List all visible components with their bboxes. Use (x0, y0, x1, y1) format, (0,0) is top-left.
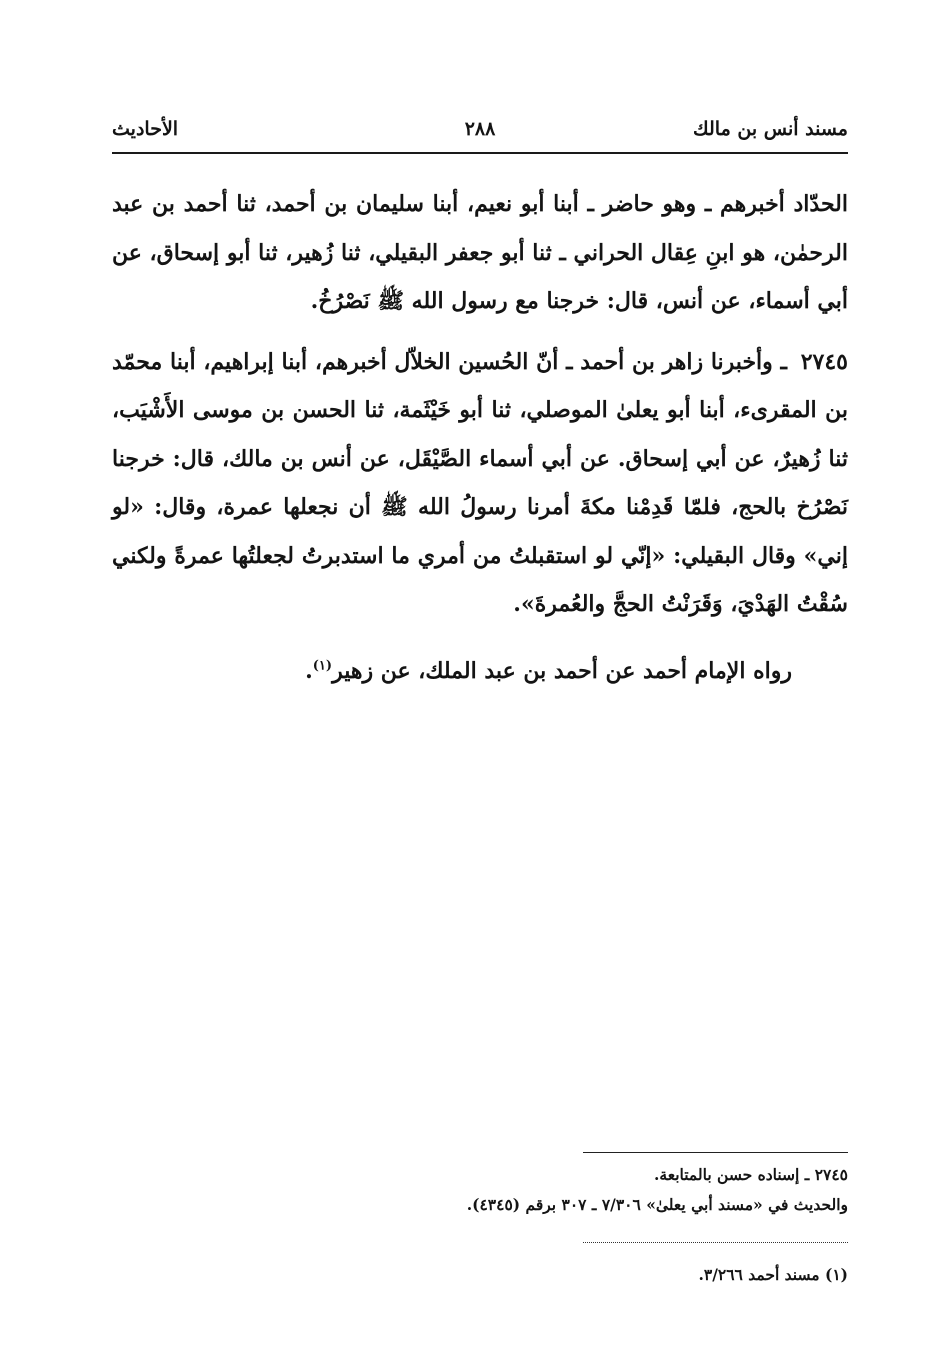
paragraph-continuation: الحدّاد أخبرهم ـ وهو حاضر ـ أبنا أبو نعيم، أبنا سليمان بن أحمد، ثنا أحمد بن عبد الرحمٰن، هو ابنِ عِقال الحراني ـ ثنا أبو جعفر البقيلي، ثنا زُهير، ثنا أبو إسحاق، عن أبي أسماء، عن أنس، قال: خرجنا مع رسول الله ﷺ نَصْرُخُ. (112, 191, 848, 314)
hadith-paragraph (112, 338, 848, 629)
header-book-title: مسند أنس بن مالك (693, 118, 848, 140)
page-number: ٢٨٨ (464, 118, 496, 140)
narration-paragraph (112, 647, 848, 696)
hadith-text: ـ وأخبرنا زاهر بن أحمد ـ أنّ الحُسين الخلاّل أخبرهم، أبنا إبراهيم، أبنا محمّد بن المقرىء، أبنا أبو يعلىٰ الموصلي، ثنا أبو خَيْثَمة، ثنا الحسن بن موسى الأَشْيَب، ثنا زُهيرٌ، عن أبي إسحاق. عن أبي أسماء الصَّيْقَل، عن أنس بن مالك، قال: خرجنا نَصْرُخ بالحج، فلمّا قَدِمْنا مكةَ أمرنا رسولُ الله ﷺ أن نجعلها عمرة، وقال: «لو إني» وقال البقيلي: «إنّي لو استقبلتُ من أمري ما استدبرتُ لجعلتُها عمرةً ولكني سُقْتُ الهَدْيَ، وَقَرَنْتُ الحجَّ والعُمرةَ». (112, 348, 848, 617)
narration-text: رواه الإمام أحمد عن أحمد بن عبد الملك، عن زهير (332, 657, 792, 684)
footnote-line: (١) مسند أحمد ٣/٢٦٦. (698, 1265, 848, 1284)
header-rule (112, 152, 848, 154)
footnote-line: والحديث في «مسند أبي يعلىٰ» ٧/٣٠٦ ـ ٣٠٧ برقم (٤٣٤٥). (466, 1195, 848, 1214)
footnote-block-hadith (112, 1160, 848, 1220)
footnote-separator (583, 1152, 848, 1153)
document-page (112, 112, 848, 1312)
footnote-reference[interactable]: (١) (312, 658, 333, 674)
main-text (112, 180, 848, 695)
footnote-block-references (112, 1260, 848, 1290)
footnote-dotted-separator (583, 1242, 848, 1243)
page-header (112, 112, 848, 152)
footnote-line: ٢٧٤٥ ـ إسناده حسن بالمتابعة. (654, 1165, 848, 1184)
hadith-number: ٢٧٤٥ (800, 348, 848, 375)
header-section-title: الأحاديث (112, 118, 179, 140)
narration-end: . (305, 657, 313, 684)
